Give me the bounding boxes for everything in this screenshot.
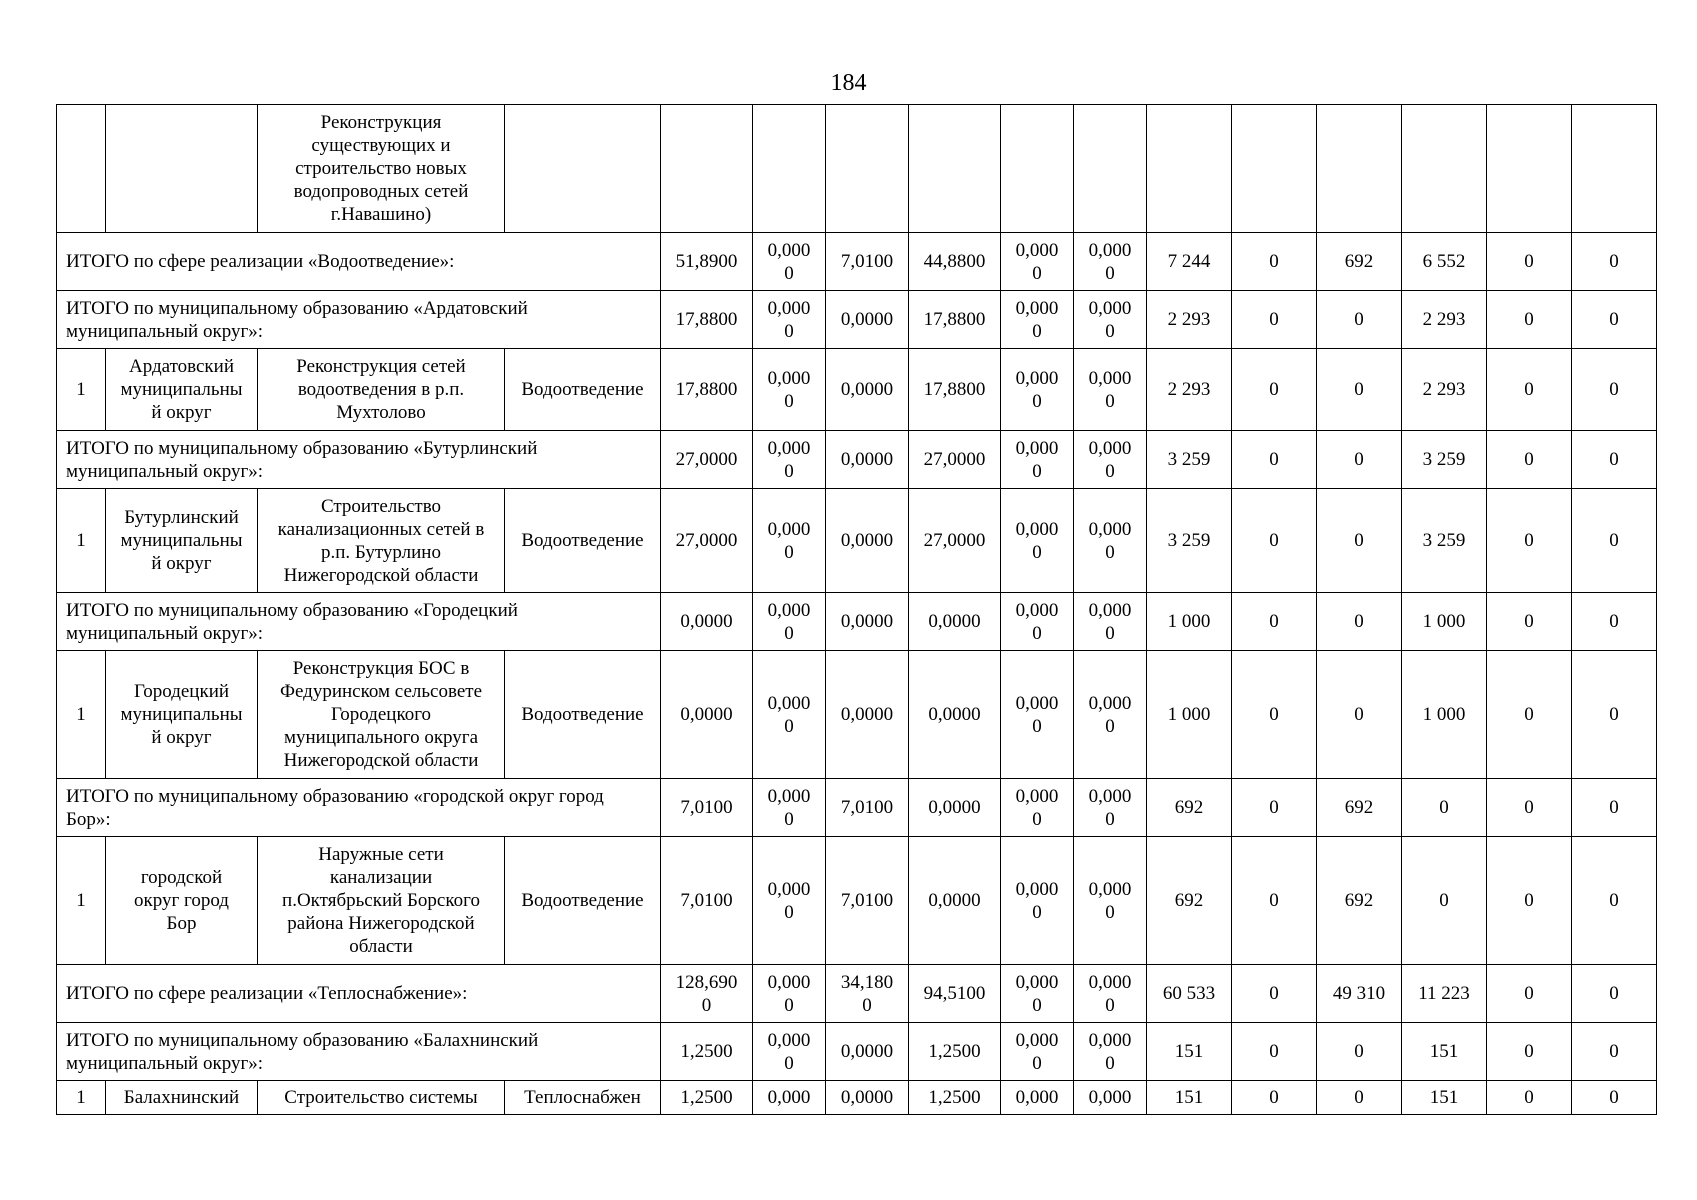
value-cell [1001, 105, 1074, 233]
value-cell: 0,000 0 [1074, 349, 1147, 431]
row-number: 1 [57, 349, 106, 431]
value-cell: 0,000 0 [1001, 233, 1074, 291]
value-cell: 0,000 0 [1074, 431, 1147, 489]
project-cell: Реконструкция сетей водоотведения в р.п. Мухтолово [258, 349, 505, 431]
value-cell: 0,000 0 [753, 593, 826, 651]
value-cell: 0,0000 [661, 651, 753, 779]
value-cell: 0 [1572, 965, 1657, 1023]
value-cell: 7,0100 [661, 837, 753, 965]
value-cell: 27,0000 [661, 431, 753, 489]
value-cell: 0,0000 [826, 593, 909, 651]
value-cell: 0 [1232, 489, 1317, 593]
table-body [57, 105, 1657, 1115]
value-cell: 0,0000 [909, 779, 1001, 837]
value-cell: 128,690 0 [661, 965, 753, 1023]
value-cell: 0 [1232, 837, 1317, 965]
value-cell: 0 [1402, 837, 1487, 965]
value-cell [1487, 105, 1572, 233]
value-cell: 0 [1572, 431, 1657, 489]
value-cell: 2 293 [1147, 349, 1232, 431]
value-cell: 0 [1487, 1023, 1572, 1081]
value-cell: 0,000 0 [753, 291, 826, 349]
value-cell [1317, 105, 1402, 233]
financing-table [56, 104, 1657, 1115]
sphere-cell: Водоотведение [505, 651, 661, 779]
municipality-cell: Балахнинский [106, 1081, 258, 1115]
item-row [57, 105, 1657, 233]
value-cell: 0,0000 [826, 291, 909, 349]
item-row [57, 1081, 1657, 1115]
page-number: 184 [830, 70, 867, 96]
value-cell: 0 [1317, 291, 1402, 349]
value-cell: 0 [1232, 1023, 1317, 1081]
value-cell: 0 [1572, 291, 1657, 349]
value-cell: 0 [1317, 651, 1402, 779]
value-cell [826, 105, 909, 233]
total-row [57, 593, 1657, 651]
value-cell: 7,0100 [826, 837, 909, 965]
project-cell: Реконструкция существующих и строительство новых водопроводных сетей г.Навашино) [258, 105, 505, 233]
total-label: ИТОГО по сфере реализации «Теплоснабжение»: [57, 965, 661, 1023]
value-cell: 0,000 0 [1074, 779, 1147, 837]
value-cell [909, 105, 1001, 233]
value-cell: 17,8800 [661, 349, 753, 431]
value-cell: 34,180 0 [826, 965, 909, 1023]
municipality-cell [106, 105, 258, 233]
value-cell: 0,000 0 [1074, 965, 1147, 1023]
value-cell: 0,000 0 [753, 779, 826, 837]
item-row [57, 837, 1657, 965]
project-cell: Наружные сети канализации п.Октябрьский Борского района Нижегородской области [258, 837, 505, 965]
value-cell: 0,000 0 [753, 837, 826, 965]
value-cell: 0 [1572, 233, 1657, 291]
value-cell: 3 259 [1147, 489, 1232, 593]
value-cell: 51,8900 [661, 233, 753, 291]
value-cell: 0 [1487, 593, 1572, 651]
value-cell: 11 223 [1402, 965, 1487, 1023]
value-cell: 1 000 [1402, 651, 1487, 779]
value-cell [1232, 105, 1317, 233]
value-cell: 7 244 [1147, 233, 1232, 291]
value-cell: 0 [1232, 779, 1317, 837]
value-cell: 7,0100 [826, 233, 909, 291]
value-cell: 0 [1572, 1081, 1657, 1115]
total-label: ИТОГО по муниципальному образованию «Ардатовский муниципальный округ»: [57, 291, 661, 349]
value-cell: 151 [1402, 1023, 1487, 1081]
value-cell: 6 552 [1402, 233, 1487, 291]
value-cell: 0 [1572, 593, 1657, 651]
value-cell: 0 [1232, 965, 1317, 1023]
value-cell: 0 [1317, 489, 1402, 593]
value-cell: 3 259 [1402, 489, 1487, 593]
sphere-cell: Водоотведение [505, 349, 661, 431]
municipality-cell: Ардатовский муниципальны й округ [106, 349, 258, 431]
value-cell: 27,0000 [909, 489, 1001, 593]
value-cell: 0,0000 [909, 593, 1001, 651]
value-cell: 0 [1317, 431, 1402, 489]
value-cell: 1 000 [1147, 651, 1232, 779]
value-cell: 27,0000 [909, 431, 1001, 489]
row-number: 1 [57, 1081, 106, 1115]
value-cell: 0 [1487, 489, 1572, 593]
value-cell [1402, 105, 1487, 233]
item-row [57, 489, 1657, 593]
value-cell: 7,0100 [826, 779, 909, 837]
total-label: ИТОГО по сфере реализации «Водоотведение»: [57, 233, 661, 291]
value-cell: 0 [1487, 349, 1572, 431]
value-cell: 0 [1572, 779, 1657, 837]
value-cell: 7,0100 [661, 779, 753, 837]
value-cell: 1 000 [1402, 593, 1487, 651]
value-cell: 0,000 0 [1074, 651, 1147, 779]
project-cell: Строительство канализационных сетей в р.п. Бутурлино Нижегородской области [258, 489, 505, 593]
sphere-cell: Теплоснабжен [505, 1081, 661, 1115]
value-cell: 1,2500 [661, 1023, 753, 1081]
value-cell: 0,0000 [909, 837, 1001, 965]
value-cell: 0 [1487, 837, 1572, 965]
total-row [57, 431, 1657, 489]
value-cell: 27,0000 [661, 489, 753, 593]
value-cell: 151 [1147, 1081, 1232, 1115]
value-cell: 1,2500 [909, 1081, 1001, 1115]
total-row [57, 291, 1657, 349]
project-cell: Строительство системы [258, 1081, 505, 1115]
municipality-cell: городской округ город Бор [106, 837, 258, 965]
value-cell: 0,0000 [826, 1023, 909, 1081]
value-cell: 0,000 0 [753, 431, 826, 489]
value-cell: 0,000 0 [1074, 1023, 1147, 1081]
value-cell: 0 [1232, 291, 1317, 349]
value-cell: 0 [1572, 837, 1657, 965]
value-cell: 692 [1317, 837, 1402, 965]
municipality-cell: Городецкий муниципальны й округ [106, 651, 258, 779]
value-cell: 0,000 0 [1074, 291, 1147, 349]
project-cell: Реконструкция БОС в Федуринском сельсовете Городецкого муниципального округа Нижегородской области [258, 651, 505, 779]
value-cell: 60 533 [1147, 965, 1232, 1023]
item-row [57, 349, 1657, 431]
value-cell: 0,0000 [826, 651, 909, 779]
sphere-cell: Водоотведение [505, 837, 661, 965]
total-row [57, 233, 1657, 291]
value-cell [1074, 105, 1147, 233]
value-cell: 0,000 [1074, 1081, 1147, 1115]
value-cell: 3 259 [1402, 431, 1487, 489]
value-cell: 0 [1232, 233, 1317, 291]
value-cell: 0 [1487, 431, 1572, 489]
value-cell: 0,000 0 [1074, 233, 1147, 291]
row-number: 1 [57, 837, 106, 965]
total-row [57, 1023, 1657, 1081]
value-cell: 0 [1572, 489, 1657, 593]
value-cell: 0 [1317, 1023, 1402, 1081]
total-label: ИТОГО по муниципальному образованию «Бутурлинский муниципальный округ»: [57, 431, 661, 489]
value-cell: 0,000 0 [753, 965, 826, 1023]
value-cell: 0 [1487, 779, 1572, 837]
value-cell: 17,8800 [909, 349, 1001, 431]
value-cell: 1,2500 [661, 1081, 753, 1115]
value-cell: 0,000 0 [1001, 1023, 1074, 1081]
value-cell: 0,000 0 [1001, 779, 1074, 837]
value-cell: 2 293 [1402, 291, 1487, 349]
value-cell: 0 [1487, 291, 1572, 349]
value-cell: 692 [1317, 233, 1402, 291]
sphere-cell [505, 105, 661, 233]
value-cell: 0,000 0 [1001, 489, 1074, 593]
value-cell: 1 000 [1147, 593, 1232, 651]
value-cell: 0,000 [753, 1081, 826, 1115]
value-cell: 0,000 0 [1001, 291, 1074, 349]
value-cell: 0 [1232, 593, 1317, 651]
value-cell: 0 [1487, 651, 1572, 779]
value-cell: 3 259 [1147, 431, 1232, 489]
sphere-cell: Водоотведение [505, 489, 661, 593]
item-row [57, 651, 1657, 779]
value-cell: 0,000 0 [1074, 593, 1147, 651]
value-cell: 0,000 0 [1001, 349, 1074, 431]
value-cell: 692 [1147, 837, 1232, 965]
value-cell [661, 105, 753, 233]
value-cell: 49 310 [1317, 965, 1402, 1023]
value-cell: 0,000 0 [753, 233, 826, 291]
total-label: ИТОГО по муниципальному образованию «Городецкий муниципальный округ»: [57, 593, 661, 651]
value-cell: 17,8800 [661, 291, 753, 349]
value-cell: 0,0000 [661, 593, 753, 651]
value-cell [1572, 105, 1657, 233]
value-cell: 0 [1317, 1081, 1402, 1115]
total-row [57, 779, 1657, 837]
value-cell: 0,0000 [826, 489, 909, 593]
value-cell: 0 [1572, 1023, 1657, 1081]
value-cell: 0 [1232, 431, 1317, 489]
value-cell: 0,000 0 [1001, 431, 1074, 489]
total-row [57, 965, 1657, 1023]
row-number: 1 [57, 489, 106, 593]
value-cell: 0 [1317, 349, 1402, 431]
value-cell: 0,000 0 [753, 651, 826, 779]
value-cell: 0,0000 [826, 349, 909, 431]
value-cell: 0,0000 [909, 651, 1001, 779]
value-cell: 0 [1317, 593, 1402, 651]
value-cell: 0,0000 [826, 1081, 909, 1115]
value-cell: 94,5100 [909, 965, 1001, 1023]
value-cell: 0 [1487, 233, 1572, 291]
value-cell: 151 [1147, 1023, 1232, 1081]
value-cell: 0 [1572, 651, 1657, 779]
value-cell: 0 [1232, 651, 1317, 779]
value-cell: 0,000 0 [1001, 965, 1074, 1023]
value-cell: 0,000 0 [1074, 489, 1147, 593]
value-cell [753, 105, 826, 233]
value-cell [1147, 105, 1232, 233]
value-cell: 0 [1232, 349, 1317, 431]
value-cell: 0 [1572, 349, 1657, 431]
value-cell: 0,000 [1001, 1081, 1074, 1115]
value-cell: 0,000 0 [1074, 837, 1147, 965]
value-cell: 0,000 0 [1001, 651, 1074, 779]
value-cell: 0,000 0 [753, 349, 826, 431]
value-cell: 0,000 0 [1001, 593, 1074, 651]
value-cell: 0,0000 [826, 431, 909, 489]
value-cell: 2 293 [1147, 291, 1232, 349]
total-label: ИТОГО по муниципальному образованию «городской округ город Бор»: [57, 779, 661, 837]
value-cell: 0 [1232, 1081, 1317, 1115]
value-cell: 44,8800 [909, 233, 1001, 291]
value-cell: 151 [1402, 1081, 1487, 1115]
value-cell: 0,000 0 [753, 489, 826, 593]
total-label: ИТОГО по муниципальному образованию «Балахнинский муниципальный округ»: [57, 1023, 661, 1081]
value-cell: 692 [1317, 779, 1402, 837]
value-cell: 2 293 [1402, 349, 1487, 431]
municipality-cell: Бутурлинский муниципальны й округ [106, 489, 258, 593]
value-cell: 17,8800 [909, 291, 1001, 349]
value-cell: 0,000 0 [753, 1023, 826, 1081]
value-cell: 692 [1147, 779, 1232, 837]
value-cell: 0 [1487, 965, 1572, 1023]
value-cell: 1,2500 [909, 1023, 1001, 1081]
row-number: 1 [57, 651, 106, 779]
value-cell: 0 [1402, 779, 1487, 837]
value-cell: 0,000 0 [1001, 837, 1074, 965]
row-number [57, 105, 106, 233]
value-cell: 0 [1487, 1081, 1572, 1115]
